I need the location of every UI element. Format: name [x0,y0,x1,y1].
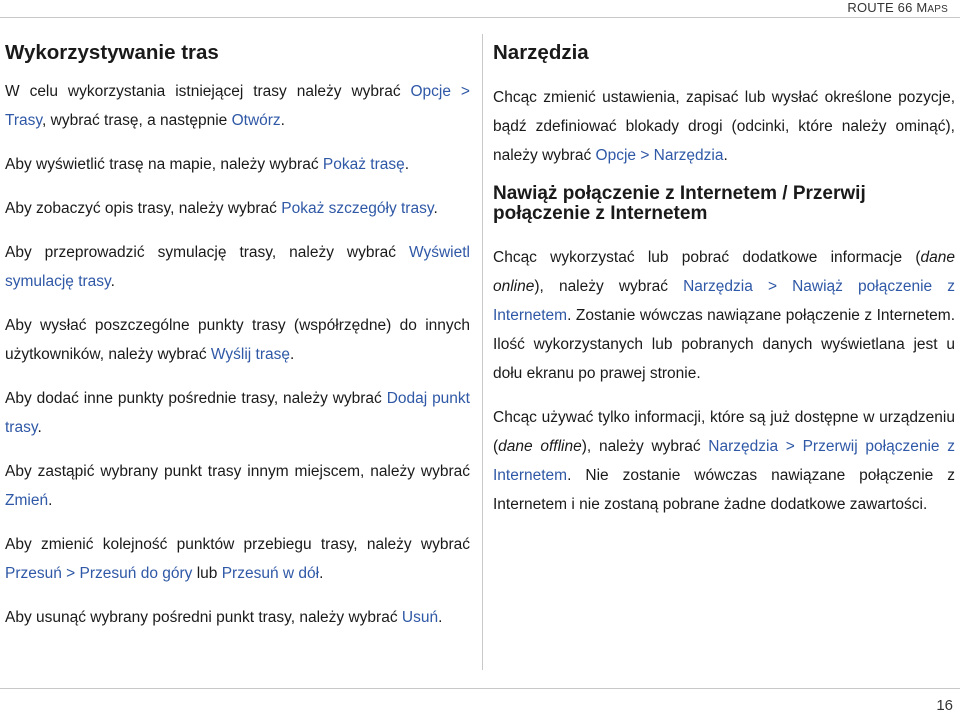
routes-paragraph: Aby wyświetlić trasę na mapie, należy wybrać Pokaż trasę. [5,156,410,173]
routes-paragraph: Aby dodać inne punkty pośrednie trasy, należy wybrać Dodaj punkt trasy. [5,390,470,436]
right-column [493,40,955,519]
footer-rule [0,688,960,689]
menu-path-link: Pokaż trasę [322,156,405,173]
section-heading-routes: Wykorzystywanie tras [5,41,219,64]
tools-paragraph: Chcąc zmienić ustawienia, zapisać lub wysłać określone pozycje, bądź zdefiniować blokady drogi (odcinki, które należy ominąć), należy wybrać Opcje > Narzędzia. [493,89,955,164]
header-rule [0,17,960,18]
menu-path-link: Narzędzia > Nawiąż połączenie z Internetem [493,278,955,324]
online-paragraph: Chcąc wykorzystać lub pobrać dodatkowe informacje (dane online), należy wybrać Narzędzia > Nawiąż połączenie z Internetem. Zostanie wówczas nawiązane połączenie z Internetem. Ilość wykorzystanych lub pobranych danych wyświetlana jest u dołu ekranu po prawej stronie. [493,249,955,382]
routes-paragraph: Aby zastąpić wybrany punkt trasy innym miejscem, należy wybrać Zmień. [5,463,470,509]
page-number: 16 [936,697,953,714]
emphasis-text: dane online [493,249,955,295]
section-heading-tools: Narzędzia [493,41,589,64]
routes-paragraph: W celu wykorzystania istniejącej trasy należy wybrać Opcje > Trasy, wybrać trasę, a następnie Otwórz. [5,83,470,129]
menu-path-link: Usuń [401,609,439,626]
menu-path-link: Wyświetl symulację trasy [5,244,470,290]
routes-paragraph: Aby wysłać poszczególne punkty trasy (współrzędne) do innych użytkowników, należy wybrać Wyślij trasę. [5,317,470,363]
routes-paragraph: Aby zobaczyć opis trasy, należy wybrać Pokaż szczegóły trasy. [5,200,438,217]
menu-path-link: Zmień [5,492,49,509]
offline-paragraph: Chcąc używać tylko informacji, które są już dostępne w urządzeniu (dane offline), należy wybrać Narzędzia > Przerwij połączenie z Internetem. Nie zostanie wówczas nawiązane połączenie z Internetem i nie zostaną pobrane żadne dodatkowe zawartości. [493,409,955,513]
menu-path-link: Przesuń w dół [221,565,320,582]
column-divider [482,34,483,670]
running-header: ROUTE 66 MAPS [847,0,948,15]
emphasis-text: dane offline [498,438,582,455]
menu-path-link: Dodaj punkt trasy [5,390,470,436]
menu-path-link: Pokaż szczegóły trasy [281,200,434,217]
left-column [5,40,470,647]
routes-paragraphs [5,77,470,632]
routes-paragraph: Aby usunąć wybrany pośredni punkt trasy, należy wybrać Usuń. [5,609,443,626]
routes-paragraph: Aby zmienić kolejność punktów przebiegu trasy, należy wybrać Przesuń > Przesuń do góry lub Przesuń w dół. [5,536,470,582]
section-heading-internet: Nawiąż połączenie z Internetem / Przerwij połączenie z Internetem [493,183,866,224]
menu-path-link: Opcje > Trasy [5,83,470,129]
routes-paragraph: Aby przeprowadzić symulację trasy, należy wybrać Wyświetl symulację trasy. [5,244,470,290]
menu-path-link: Otwórz [231,112,281,129]
menu-path-link: Wyślij trasę [210,346,290,363]
menu-path-link: Narzędzia > Przerwij połączenie z Internetem [493,438,955,484]
menu-path-link: Przesuń > Przesuń do góry [5,565,193,582]
menu-path-link: Opcje > Narzędzia [595,147,724,164]
